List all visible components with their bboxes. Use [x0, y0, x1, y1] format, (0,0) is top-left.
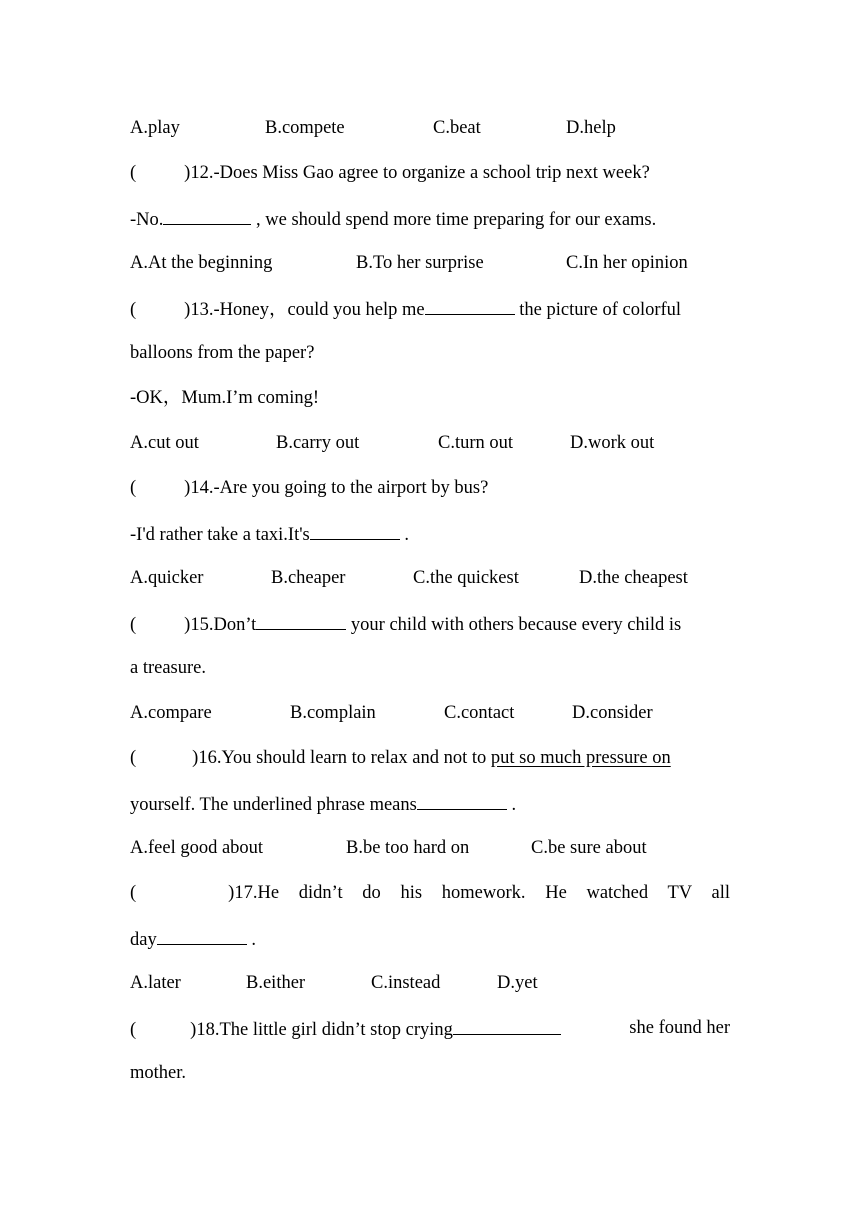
- q12-reply: -No. , we should spend more time preparing for our exams.: [130, 206, 730, 232]
- answer-blank: [453, 1016, 561, 1035]
- q11-option-b: B.compete: [265, 118, 345, 138]
- q13-option-c: C.turn out: [438, 433, 514, 453]
- q12-question: )12.-Does Miss Gao agree to organize a school trip next week?: [184, 163, 650, 183]
- q14-option-c: C.the quickest: [413, 568, 519, 588]
- answer-paren: (: [130, 883, 137, 903]
- q12-option-a: A.At the beginning: [130, 253, 273, 273]
- q14-option-a: A.quicker: [130, 568, 204, 588]
- q13-option-b: B.carry out: [276, 433, 360, 453]
- q15-option-b: B.complain: [290, 703, 376, 723]
- answer-blank: [425, 296, 515, 315]
- q13-stem-line2: balloons from the paper?: [130, 343, 315, 363]
- q11-option-d: D.help: [566, 118, 616, 138]
- q18-stem-line2: mother.: [130, 1063, 187, 1083]
- q16-option-c: C.be sure about: [531, 838, 647, 858]
- q13-option-a: A.cut out: [130, 433, 199, 453]
- q17-option-c: C.instead: [371, 973, 441, 993]
- answer-paren: (: [130, 615, 137, 635]
- answer-blank: [163, 206, 251, 225]
- q16-option-b: B.be too hard on: [346, 838, 470, 858]
- q15-option-a: A.compare: [130, 703, 212, 723]
- answer-blank: [417, 791, 507, 810]
- q11-option-a: A.play: [130, 118, 180, 138]
- q11-option-c: C.beat: [433, 118, 481, 138]
- q14-stem: ( )14.-Are you going to the airport by bus?: [130, 478, 489, 498]
- q17-stem-line2: day .: [130, 926, 730, 952]
- q18-stem: ( )18.The little girl didn’t stop crying she found her: [130, 1018, 730, 1040]
- q15-option-c: C.contact: [444, 703, 515, 723]
- q16-stem: ( )16.You should learn to relax and not to put so much pressure on: [130, 748, 671, 768]
- q16-option-a: A.feel good about: [130, 838, 264, 858]
- answer-paren: (: [130, 1020, 137, 1040]
- q14-option-d: D.the cheapest: [579, 568, 688, 588]
- q15-stem: ( )15.Don’t your child with others because every child is: [130, 611, 730, 637]
- q14-reply: -I'd rather take a taxi.It's .: [130, 521, 730, 547]
- underlined-phrase: put so much pressure on: [490, 748, 671, 768]
- q12-option-b: B.To her surprise: [356, 253, 484, 273]
- q17-option-b: B.either: [246, 973, 306, 993]
- q15-stem-line2: a treasure.: [130, 658, 207, 678]
- answer-blank: [256, 611, 346, 630]
- q17-stem: ( )17.He didn’t do his homework. He watched TV all: [130, 883, 730, 903]
- q13-stem: ( )13.-Honey，could you help me the picture of colorful: [130, 296, 730, 322]
- q14-option-b: B.cheaper: [271, 568, 346, 588]
- answer-blank: [157, 926, 247, 945]
- q17-option-d: D.yet: [497, 973, 538, 993]
- q13-reply: -OK，Mum.I’m coming!: [130, 388, 320, 408]
- q15-option-d: D.consider: [572, 703, 653, 723]
- q13-option-d: D.work out: [570, 433, 655, 453]
- q12-stem: [130, 161, 730, 185]
- answer-paren: (: [130, 300, 137, 320]
- answer-paren: (: [130, 748, 137, 768]
- q17-option-a: A.later: [130, 973, 181, 993]
- answer-blank: [310, 521, 400, 540]
- answer-paren: (: [130, 478, 137, 498]
- q12-option-c: C.In her opinion: [566, 253, 688, 273]
- answer-paren: (: [130, 163, 137, 183]
- q16-stem-line2: yourself. The underlined phrase means .: [130, 791, 730, 817]
